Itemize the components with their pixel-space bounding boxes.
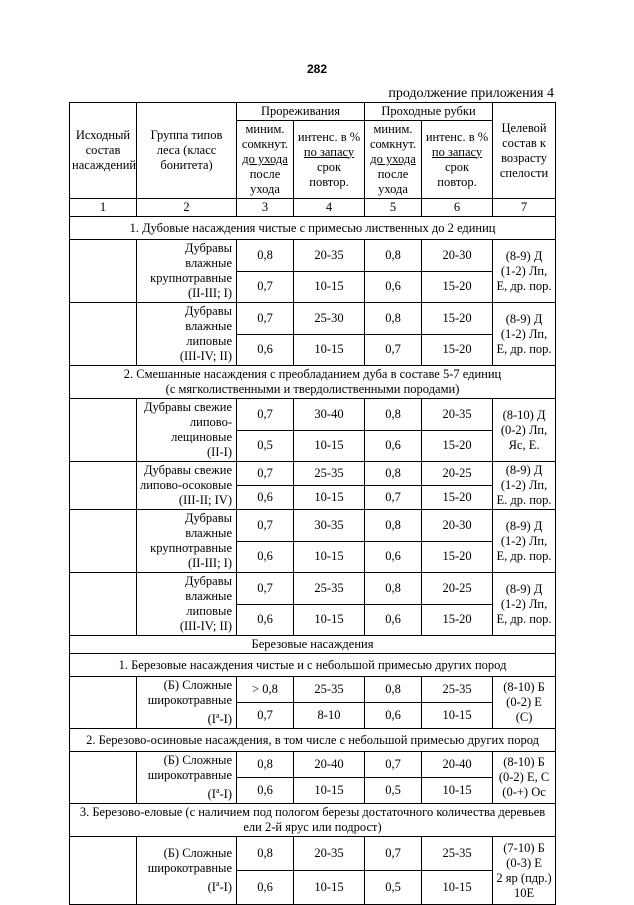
target-composition-line: (1-2) Лп, bbox=[500, 263, 548, 278]
thinning-min-closure-cell: 0,6 bbox=[237, 871, 294, 905]
target-composition-line: Е, др. пор. bbox=[496, 548, 552, 563]
table-row bbox=[70, 573, 556, 605]
target-composition-line: Е. др. пор. bbox=[496, 493, 552, 507]
min-closure-text: миним. сомкнут. bbox=[241, 122, 289, 151]
initial-composition-cell bbox=[70, 573, 137, 636]
thinning-intensity-cell: 8-10 bbox=[294, 703, 365, 729]
passage-intensity-cell: 20-30 bbox=[422, 510, 493, 542]
bonitet-text: -I) bbox=[219, 880, 232, 895]
intensity-repeat: срок повтор. bbox=[309, 159, 349, 189]
forest-type-cell bbox=[137, 462, 237, 510]
section-row bbox=[70, 217, 556, 240]
bonitet-superscript: a bbox=[215, 879, 220, 889]
thinning-min-closure-cell: 0,7 bbox=[237, 573, 294, 605]
passage-min-closure-cell: 0,7 bbox=[365, 486, 422, 510]
forest-type-line: широкотравные bbox=[147, 693, 232, 707]
thinning-intensity-cell: 10-15 bbox=[294, 871, 365, 905]
table-body bbox=[70, 217, 556, 905]
passage-intensity-cell: 20-30 bbox=[422, 240, 493, 272]
thinning-intensity-cell: 20-35 bbox=[294, 240, 365, 272]
forest-type-line: (Б) Сложные bbox=[163, 846, 232, 861]
forest-type-line: (Б) Сложные bbox=[163, 678, 232, 692]
header-intensity-2 bbox=[422, 121, 493, 199]
passage-intensity-cell: 15-20 bbox=[422, 604, 493, 636]
forest-type-line: влажные липовые bbox=[185, 319, 232, 348]
section-title-line: 2. Березово-осиновые насаждения, в том числе с небольшой примесью других пород bbox=[86, 732, 539, 747]
thinning-min-closure-cell: 0,7 bbox=[237, 399, 294, 431]
thinning-min-closure-cell: 0,7 bbox=[237, 271, 294, 303]
passage-min-closure-cell: 0,8 bbox=[365, 399, 422, 431]
initial-composition-cell bbox=[70, 837, 137, 905]
section-title-line: (с мягколиственными и твердолиственными породами) bbox=[165, 382, 460, 396]
category-title bbox=[70, 636, 556, 654]
passage-intensity-cell: 20-25 bbox=[422, 573, 493, 605]
target-composition-cell bbox=[493, 510, 556, 573]
bonitet-text: -I) bbox=[219, 712, 232, 727]
passage-min-closure-cell: 0,5 bbox=[365, 778, 422, 804]
section-title-line: ели 2-й ярус или подрост) bbox=[243, 820, 382, 835]
bonitet-superscript: a bbox=[215, 786, 220, 796]
passage-min-closure-cell: 0,8 bbox=[365, 573, 422, 605]
passage-min-closure-cell: 0,5 bbox=[365, 871, 422, 905]
target-composition-line: 10Е bbox=[513, 885, 535, 900]
section-title-line: 3. Березово-еловые (с наличием под пологом березы достаточного количества деревьев bbox=[79, 805, 546, 820]
passage-intensity-cell: 15-20 bbox=[422, 334, 493, 366]
forest-type-line: крупнотравные bbox=[150, 541, 232, 555]
target-composition-line: (8-9) Д bbox=[505, 518, 543, 533]
forest-type-line: Дубравы влажные bbox=[184, 511, 232, 540]
passage-min-closure-cell: 0,8 bbox=[365, 510, 422, 542]
target-composition-line: (8-9) Д bbox=[505, 248, 543, 263]
section-title bbox=[70, 654, 556, 677]
initial-composition-cell bbox=[70, 399, 137, 462]
passage-intensity-cell: 25-35 bbox=[422, 677, 493, 703]
target-composition-line: (8-10) Д bbox=[502, 407, 546, 422]
passage-min-closure-cell: 0,8 bbox=[365, 240, 422, 272]
header-min-closure bbox=[237, 121, 294, 199]
forest-type-line: (II-III; I) bbox=[187, 286, 232, 300]
passage-min-closure-cell: 0,6 bbox=[365, 430, 422, 462]
thinning-intensity-cell: 25-35 bbox=[294, 462, 365, 486]
table-row bbox=[70, 303, 556, 335]
passage-min-closure-cell: 0,8 bbox=[365, 303, 422, 335]
bonitet-text: (I bbox=[207, 880, 216, 895]
target-composition-line: (8-10) Б bbox=[503, 680, 545, 695]
thinning-min-closure-cell: 0,7 bbox=[237, 462, 294, 486]
table-row bbox=[70, 752, 556, 778]
forest-type-cell bbox=[137, 837, 237, 905]
target-composition-line: (0-2) Лп, bbox=[500, 422, 548, 437]
thinning-min-closure-cell: > 0,8 bbox=[237, 677, 294, 703]
bonitet-text: (I bbox=[207, 787, 216, 802]
thinning-min-closure-cell: 0,7 bbox=[237, 303, 294, 335]
forest-type-line: (III-IV; II) bbox=[179, 349, 232, 363]
section-row bbox=[70, 654, 556, 677]
passage-intensity-cell: 25-35 bbox=[422, 837, 493, 871]
forest-type-line: влажные липовые bbox=[185, 589, 232, 618]
passage-min-closure-cell: 0,6 bbox=[365, 703, 422, 729]
target-composition-line: (0-+) Ос bbox=[502, 785, 546, 800]
forest-type-line: липово-лещиновые bbox=[171, 415, 232, 444]
forest-type-cell bbox=[137, 752, 237, 804]
target-composition-line: (1-2) Лп, bbox=[500, 478, 548, 492]
target-composition-cell bbox=[493, 752, 556, 804]
section-row bbox=[70, 366, 556, 399]
passage-intensity-cell: 15-20 bbox=[422, 271, 493, 303]
target-composition-line: (1-2) Лп, bbox=[500, 596, 548, 611]
target-composition-line: (1-2) Лп, bbox=[500, 533, 548, 548]
header-forest-type-group: Группа типов леса (класс бонитета) bbox=[137, 103, 237, 199]
target-composition-cell bbox=[493, 240, 556, 303]
thinning-intensity-cell: 30-35 bbox=[294, 510, 365, 542]
target-composition-cell bbox=[493, 462, 556, 510]
thinning-intensity-cell: 20-40 bbox=[294, 752, 365, 778]
intensity-text: интенс. в % bbox=[297, 129, 361, 144]
thinning-min-closure-cell: 0,7 bbox=[237, 510, 294, 542]
page-number: 282 bbox=[306, 62, 328, 76]
passage-intensity-cell: 10-15 bbox=[422, 703, 493, 729]
forest-type-line: широкотравные bbox=[147, 861, 232, 876]
thinning-intensity-cell: 10-15 bbox=[294, 430, 365, 462]
passage-intensity-cell: 20-40 bbox=[422, 752, 493, 778]
thinning-intensity-cell: 25-30 bbox=[294, 303, 365, 335]
min-closure-underlined: до ухода bbox=[242, 152, 288, 166]
passage-intensity-cell: 10-15 bbox=[422, 778, 493, 804]
thinning-min-closure-cell: 0,5 bbox=[237, 430, 294, 462]
target-composition-line: (8-9) Д bbox=[505, 311, 543, 326]
passage-min-closure-cell: 0,8 bbox=[365, 677, 422, 703]
forest-type-cell bbox=[137, 240, 237, 303]
forest-type-line: Дубравы bbox=[184, 574, 232, 588]
thinning-min-closure-cell: 0,6 bbox=[237, 541, 294, 573]
table-row bbox=[70, 677, 556, 703]
target-composition-line: (0-2) Е bbox=[506, 695, 542, 710]
forest-type-cell bbox=[137, 510, 237, 573]
thinning-intensity-cell: 25-35 bbox=[294, 677, 365, 703]
target-composition-line: (0-3) Е bbox=[506, 855, 542, 870]
table-row bbox=[70, 240, 556, 272]
target-composition-line: (С) bbox=[515, 710, 533, 725]
passage-intensity-cell: 10-15 bbox=[422, 871, 493, 905]
target-composition-cell bbox=[493, 303, 556, 366]
initial-composition-cell bbox=[70, 462, 137, 510]
forest-type-line: липово-осоковые bbox=[140, 478, 232, 492]
passage-intensity-cell: 15-20 bbox=[422, 541, 493, 573]
section-title-line: 2. Смешанные насаждения с преобладанием дуба в составе 5-7 единиц bbox=[123, 367, 502, 381]
forest-type-line: Дубравы свежие bbox=[144, 400, 232, 414]
thinning-min-closure-cell: 0,8 bbox=[237, 837, 294, 871]
forest-type-line: (III-IV; II) bbox=[179, 619, 232, 633]
table-header bbox=[70, 103, 556, 217]
forest-type-line bbox=[139, 876, 232, 895]
forest-type-cell bbox=[137, 399, 237, 462]
target-composition-line: Яс, Е. bbox=[508, 437, 540, 452]
initial-composition-cell bbox=[70, 240, 137, 303]
initial-composition-cell bbox=[70, 510, 137, 573]
section-row bbox=[70, 804, 556, 837]
min-closure-after: после ухода bbox=[249, 167, 281, 196]
thinning-min-closure-cell: 0,7 bbox=[237, 703, 294, 729]
thinning-intensity-cell: 10-15 bbox=[294, 604, 365, 636]
forest-type-line: широкотравные bbox=[147, 768, 232, 783]
forest-type-line bbox=[139, 708, 232, 727]
section-title bbox=[70, 729, 556, 752]
thinning-intensity-cell: 10-15 bbox=[294, 486, 365, 510]
thinning-intensity-cell: 10-15 bbox=[294, 541, 365, 573]
thinning-intensity-cell: 10-15 bbox=[294, 778, 365, 804]
col-num: 3 bbox=[237, 199, 294, 217]
intensity-underlined-2: по запасу bbox=[431, 144, 483, 159]
section-title bbox=[70, 804, 556, 837]
header-target-composition: Целевой состав к возрасту спелости bbox=[493, 103, 556, 199]
initial-composition-cell bbox=[70, 303, 137, 366]
target-composition-line: Е, др. пор. bbox=[496, 611, 552, 626]
intensity-underlined: по запасу bbox=[303, 144, 355, 159]
intensity-text-2: интенс. в % bbox=[425, 129, 489, 144]
min-closure-underlined-2: до ухода bbox=[370, 152, 416, 166]
table-row bbox=[70, 399, 556, 431]
thinning-min-closure-cell: 0,6 bbox=[237, 604, 294, 636]
forest-type-line: Дубравы свежие bbox=[144, 463, 232, 477]
forest-type-line: Дубравы влажные bbox=[184, 241, 232, 270]
thinning-intensity-cell: 25-35 bbox=[294, 573, 365, 605]
passage-min-closure-cell: 0,6 bbox=[365, 271, 422, 303]
thinning-min-closure-cell: 0,8 bbox=[237, 240, 294, 272]
target-composition-cell bbox=[493, 399, 556, 462]
min-closure-text-2: миним. сомкнут. bbox=[369, 122, 417, 151]
thinning-min-closure-cell: 0,8 bbox=[237, 752, 294, 778]
col-num: 4 bbox=[294, 199, 365, 217]
column-number-row bbox=[70, 199, 556, 217]
target-composition-cell bbox=[493, 677, 556, 729]
thinning-min-closure-cell: 0,6 bbox=[237, 778, 294, 804]
continuation-label: продолжение приложения 4 bbox=[388, 86, 554, 101]
target-composition-line: (8-10) Б bbox=[503, 755, 545, 770]
forest-type-cell bbox=[137, 677, 237, 729]
thinning-intensity-cell: 30-40 bbox=[294, 399, 365, 431]
bonitet-superscript: a bbox=[215, 711, 220, 720]
target-composition-cell bbox=[493, 573, 556, 636]
section-title-line: Березовые насаждения bbox=[251, 637, 374, 651]
target-composition-line: 2 яр (пдр.) bbox=[496, 870, 552, 885]
forest-type-line bbox=[139, 783, 232, 802]
thinning-intensity-cell: 10-15 bbox=[294, 334, 365, 366]
initial-composition-cell bbox=[70, 752, 137, 804]
col-num: 5 bbox=[365, 199, 422, 217]
silviculture-table bbox=[69, 102, 556, 905]
header-min-closure-2 bbox=[365, 121, 422, 199]
initial-composition-cell bbox=[70, 677, 137, 729]
target-composition-line: (0-2) Е, С bbox=[498, 770, 550, 785]
col-num: 7 bbox=[493, 199, 556, 217]
forest-type-cell bbox=[137, 303, 237, 366]
passage-intensity-cell: 20-25 bbox=[422, 462, 493, 486]
table-row bbox=[70, 510, 556, 542]
target-composition-line: (7-10) Б bbox=[503, 840, 545, 855]
target-composition-cell bbox=[493, 837, 556, 905]
passage-intensity-cell: 15-20 bbox=[422, 303, 493, 335]
forest-type-line: (II-III; I) bbox=[187, 556, 232, 570]
min-closure-after-2: после ухода bbox=[377, 167, 409, 196]
passage-intensity-cell: 15-20 bbox=[422, 430, 493, 462]
passage-min-closure-cell: 0,7 bbox=[365, 837, 422, 871]
section-title bbox=[70, 217, 556, 240]
col-num: 6 bbox=[422, 199, 493, 217]
thinning-min-closure-cell: 0,6 bbox=[237, 334, 294, 366]
passage-intensity-cell: 20-35 bbox=[422, 399, 493, 431]
bonitet-text: (I bbox=[207, 712, 216, 727]
bonitet-text: -I) bbox=[219, 787, 232, 802]
col-num: 2 bbox=[137, 199, 237, 217]
col-num: 1 bbox=[70, 199, 137, 217]
thinning-min-closure-cell: 0,6 bbox=[237, 486, 294, 510]
thinning-intensity-cell: 20-35 bbox=[294, 837, 365, 871]
target-composition-line: (1-2) Лп, bbox=[500, 326, 548, 341]
header-thinning: Прореживания bbox=[237, 103, 365, 121]
section-title-line: 1. Дубовые насаждения чистые с примесью лиственных до 2 единиц bbox=[129, 220, 496, 235]
forest-type-line: (III-II; IV) bbox=[178, 493, 232, 507]
target-composition-line: (8-9) Д bbox=[505, 463, 543, 477]
section-row bbox=[70, 729, 556, 752]
forest-type-line: Дубравы bbox=[184, 304, 232, 318]
passage-min-closure-cell: 0,7 bbox=[365, 334, 422, 366]
passage-min-closure-cell: 0,8 bbox=[365, 462, 422, 486]
forest-type-line: (Б) Сложные bbox=[163, 753, 232, 768]
section-title-line: 1. Березовые насаждения чистые и с небольшой примесью других пород bbox=[118, 657, 507, 672]
forest-type-cell bbox=[137, 573, 237, 636]
target-composition-line: Е, др. пор. bbox=[496, 341, 552, 356]
header-initial-composition: Исходный состав насаждений bbox=[70, 103, 137, 199]
table-row bbox=[70, 837, 556, 871]
thinning-intensity-cell: 10-15 bbox=[294, 271, 365, 303]
intensity-repeat-2: срок повтор. bbox=[437, 159, 477, 189]
table-row bbox=[70, 462, 556, 486]
passage-min-closure-cell: 0,7 bbox=[365, 752, 422, 778]
header-passage-cutting: Проходные рубки bbox=[365, 103, 493, 121]
target-composition-line: (8-9) Д bbox=[505, 581, 543, 596]
forest-type-line: крупнотравные bbox=[150, 271, 232, 285]
forest-type-line: (II-I) bbox=[207, 445, 232, 459]
passage-min-closure-cell: 0,6 bbox=[365, 604, 422, 636]
target-composition-line: Е, др. пор. bbox=[496, 278, 552, 293]
passage-intensity-cell: 15-20 bbox=[422, 486, 493, 510]
header-intensity bbox=[294, 121, 365, 199]
section-title bbox=[70, 366, 556, 399]
category-row bbox=[70, 636, 556, 654]
passage-min-closure-cell: 0,6 bbox=[365, 541, 422, 573]
